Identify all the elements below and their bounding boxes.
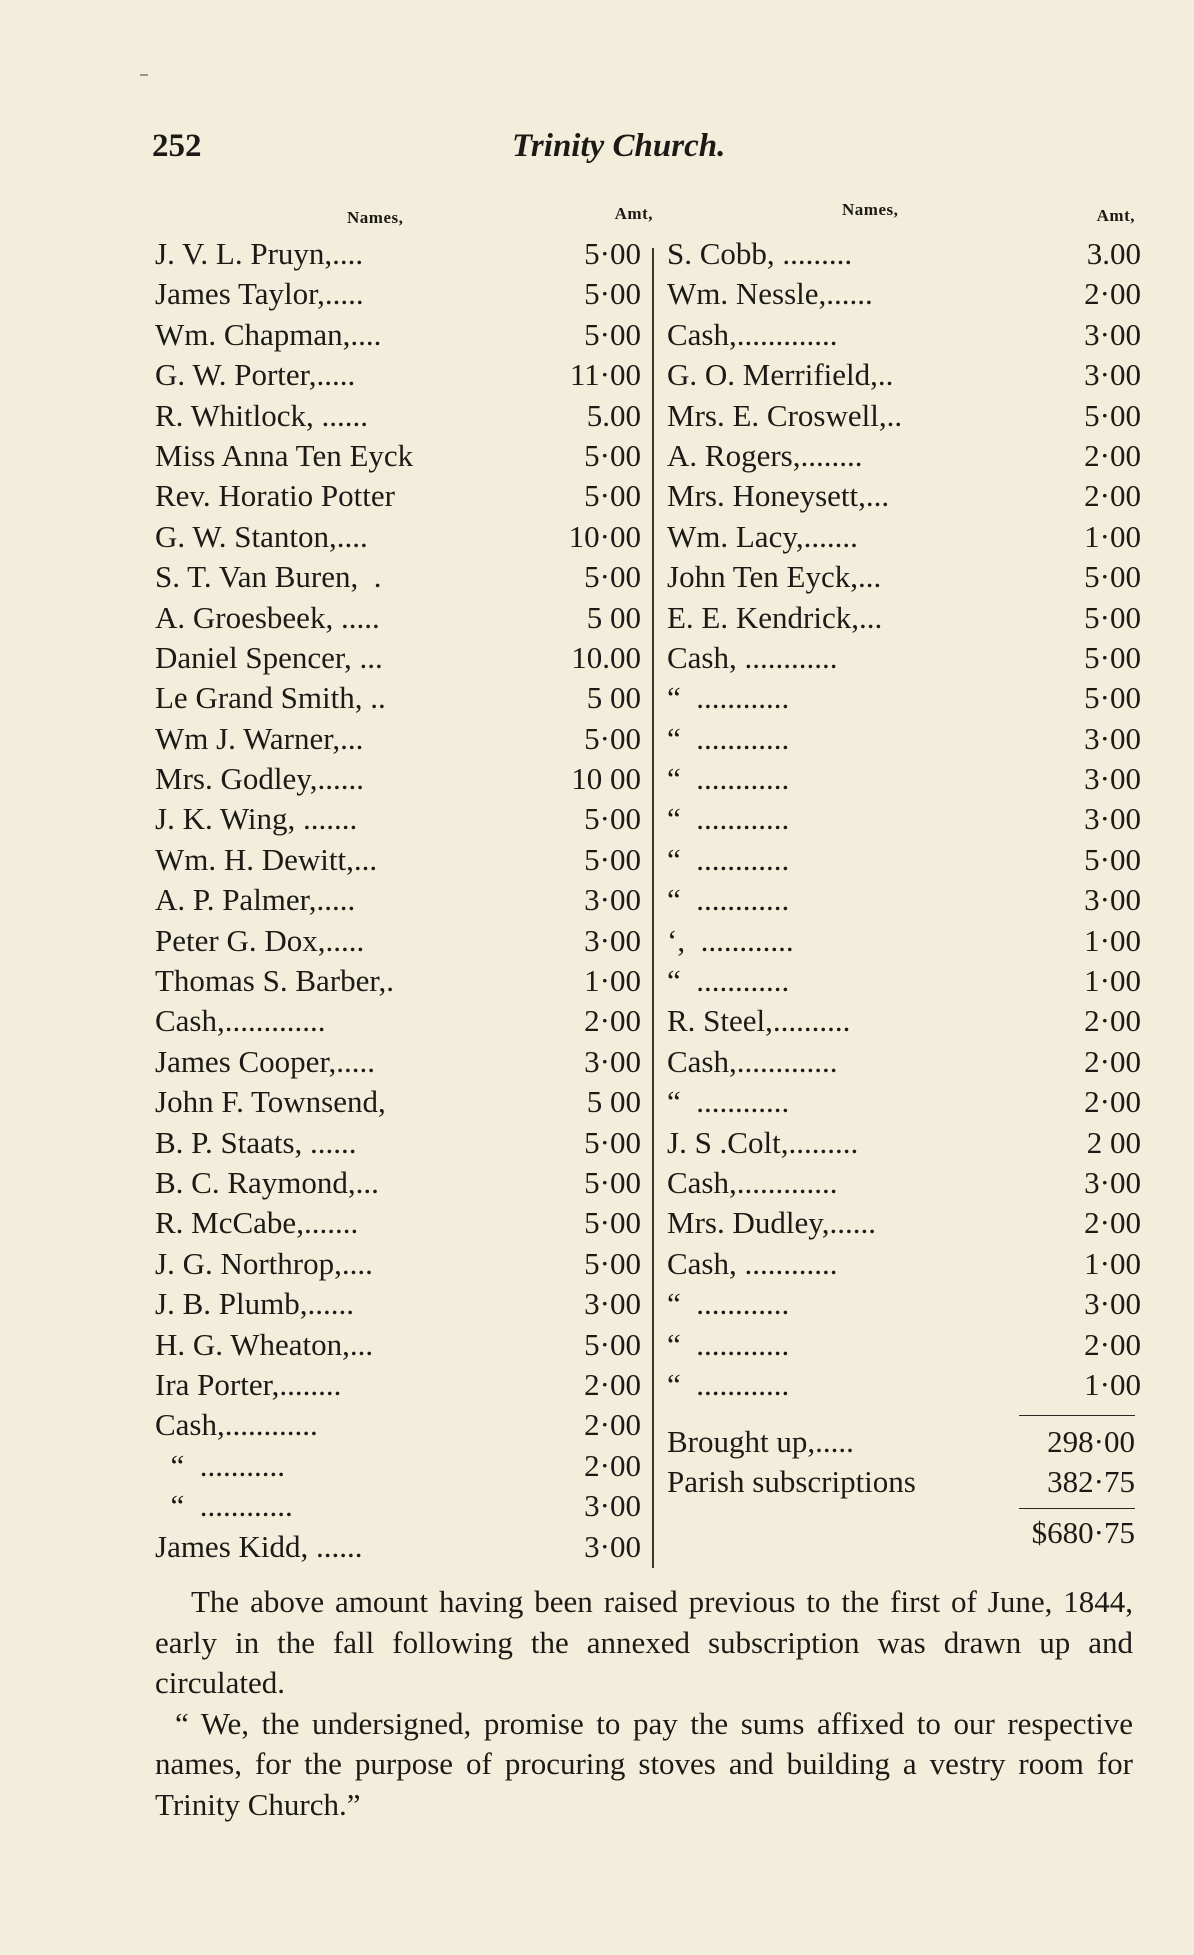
subscription-amount: 1·00 (1084, 518, 1141, 554)
parish-subscriptions-row (667, 1464, 1141, 1504)
subscription-row (155, 357, 641, 397)
subscription-amount: 3·00 (1084, 801, 1141, 837)
subscription-amount: 5·00 (1084, 841, 1141, 877)
subscriber-name: J. B. Plumb,...... (155, 1286, 354, 1322)
subscription-row (155, 236, 641, 276)
subscription-row (155, 1488, 641, 1528)
subscription-amount: 3·00 (584, 882, 641, 918)
subscription-row (155, 1003, 641, 1043)
subscription-row (667, 801, 1141, 841)
subscriber-name: Cash, ............ (667, 639, 838, 675)
brought-up-label: Brought up,..... (667, 1424, 854, 1460)
brought-up-amount: 298·00 (1047, 1424, 1135, 1460)
names-header: Names, (842, 200, 899, 219)
subscription-row (667, 1044, 1141, 1084)
subscription-row (667, 317, 1141, 357)
subscription-row (155, 438, 641, 478)
subscriber-name: Peter G. Dox,..... (155, 922, 365, 958)
subscription-row (155, 1246, 641, 1286)
subscriber-name: “ ............ (667, 1366, 790, 1402)
subscription-amount: 3·00 (1084, 316, 1141, 352)
subscription-row (155, 923, 641, 963)
total-rule (1019, 1508, 1135, 1509)
subscription-amount: 1·00 (584, 963, 641, 999)
subscription-amount: 3·00 (1084, 1286, 1141, 1322)
subscriber-name: Wm. Lacy,....... (667, 518, 858, 554)
left-column-header (155, 200, 653, 236)
paragraph-subscription-note: The above amount having been raised previous to the first of June, 1844, early in the fall following the annexed subscription was drawn up and circulated. (155, 1584, 1133, 1700)
subscriber-name: “ ............ (155, 1488, 293, 1524)
subscriber-name: G. O. Merrifield,.. (667, 357, 894, 393)
column-divider (652, 248, 654, 1568)
subscriber-name: S. Cobb, ......... (667, 236, 853, 271)
subscription-row (667, 882, 1141, 922)
subscription-amount: 2·00 (1084, 1084, 1141, 1120)
subscriber-name: Le Grand Smith, .. (155, 680, 386, 716)
grand-total-row (667, 1515, 1141, 1555)
page-header (152, 128, 1134, 178)
subscription-amount: 2·00 (584, 1407, 641, 1443)
subscription-amount: 1·00 (1084, 963, 1141, 999)
subscriber-name: Mrs. Dudley,...... (667, 1205, 876, 1241)
subscriber-name: “ ........... (155, 1447, 286, 1483)
subscriber-name: Mrs. Honeysett,... (667, 478, 890, 514)
subscription-amount: 2·00 (1084, 1003, 1141, 1039)
subscription-amount: 5·00 (584, 720, 641, 756)
subscription-amount: 5·00 (584, 1164, 641, 1200)
subscription-amount: 3·00 (1084, 1164, 1141, 1200)
subscription-amount: 3·00 (1084, 357, 1141, 393)
subscription-amount: 5·00 (584, 1124, 641, 1160)
subscriber-name: A. Rogers,........ (667, 437, 863, 473)
subscription-row (667, 721, 1141, 761)
subscription-row (155, 317, 641, 357)
subscription-row (667, 438, 1141, 478)
subscription-amount: 3·00 (1084, 720, 1141, 756)
sum-rule (1019, 1415, 1135, 1416)
subscription-row (667, 1286, 1141, 1326)
subscription-row (155, 1407, 641, 1447)
subscription-row (155, 842, 641, 882)
body-text (155, 1582, 1133, 1825)
subscription-amount: 5·00 (1084, 639, 1141, 675)
subscriber-name: Ira Porter,........ (155, 1366, 342, 1402)
subscriber-name: J. S .Colt,......... (667, 1124, 859, 1160)
subscription-amount: 3·00 (584, 1488, 641, 1524)
subscription-amount: 11·00 (569, 357, 641, 393)
subscription-row (155, 801, 641, 841)
subscriber-name: Cash,............. (155, 1003, 326, 1039)
subscription-row (155, 1286, 641, 1326)
subscription-row (155, 398, 641, 438)
subscription-amount: 5·00 (1084, 680, 1141, 716)
subscription-row (155, 1044, 641, 1084)
subscriber-name: John Ten Eyck,... (667, 559, 882, 595)
subscriber-name: Mrs. Godley,...... (155, 761, 364, 797)
subscription-amount: 5·00 (584, 1245, 641, 1281)
subscription-row (667, 923, 1141, 963)
subscription-amount: 2·00 (584, 1447, 641, 1483)
subscription-row (667, 398, 1141, 438)
subscriber-name: ‘, ............ (667, 922, 794, 958)
subscriber-name: “ ............ (667, 680, 790, 716)
left-rows (155, 236, 641, 1569)
subscriber-name: Rev. Horatio Potter (155, 478, 395, 514)
subscription-row (155, 1084, 641, 1124)
names-header: Names, (347, 208, 404, 227)
subscription-amount: 5.00 (586, 397, 641, 433)
subscriber-name: “ ............ (667, 963, 790, 999)
subscriber-name: Cash,............. (667, 316, 838, 352)
subscription-row (155, 1125, 641, 1165)
subscriber-name: J. K. Wing, ....... (155, 801, 358, 837)
subscription-amount: 3·00 (584, 922, 641, 958)
subscription-amount: 1·00 (1084, 1366, 1141, 1402)
right-subscription-column (667, 200, 1141, 1555)
subscriber-name: “ ............ (667, 1326, 790, 1362)
subscription-amount: 2·00 (1084, 276, 1141, 312)
subscription-row (667, 1003, 1141, 1043)
subscription-row (667, 357, 1141, 397)
subscription-row (155, 882, 641, 922)
subscriber-name: Wm. Nessle,...... (667, 276, 873, 312)
subscription-amount: 3·00 (584, 1528, 641, 1564)
subscription-amount: 10·00 (568, 518, 641, 554)
subscriber-name: “ ............ (667, 841, 790, 877)
subscription-row (155, 276, 641, 316)
subscriber-name: “ ............ (667, 882, 790, 918)
margin-mark (140, 74, 148, 76)
subscription-amount: 3·00 (584, 1043, 641, 1079)
subscriber-name: S. T. Van Buren, . (155, 559, 382, 595)
subscription-amount: 2·00 (1084, 1043, 1141, 1079)
subscriber-name: “ ............ (667, 761, 790, 797)
subscriber-name: John F. Townsend, (155, 1084, 386, 1120)
subscriber-name: James Taylor,..... (155, 276, 364, 312)
amount-header: Amt, (614, 204, 653, 223)
subscription-amount: 5 00 (586, 680, 641, 716)
subscription-row (667, 1327, 1141, 1367)
subscription-row (155, 1327, 641, 1367)
subscription-amount: 2·00 (1084, 1326, 1141, 1362)
subscription-amount: 1·00 (1084, 922, 1141, 958)
subscription-row (667, 1165, 1141, 1205)
amount-header: Amt, (1096, 206, 1135, 225)
subscription-amount: 2·00 (1084, 478, 1141, 514)
subscriber-name: James Kidd, ...... (155, 1528, 363, 1564)
subscription-row (155, 721, 641, 761)
subscription-amount: 10 00 (571, 761, 641, 797)
subscription-amount: 3·00 (1084, 761, 1141, 797)
subscription-row (667, 236, 1141, 276)
subscription-row (155, 640, 641, 680)
parish-subscriptions-amount: 382·75 (1047, 1464, 1135, 1500)
subscription-amount: 5·00 (1084, 397, 1141, 433)
subscriber-name: Cash,............. (667, 1043, 838, 1079)
left-subscription-column (155, 200, 653, 1569)
subscription-row (155, 963, 641, 1003)
right-rows (667, 236, 1141, 1407)
subscription-amount: 2·00 (584, 1366, 641, 1402)
subscription-amount: 5·00 (584, 316, 641, 352)
subscriber-name: B. P. Staats, ...... (155, 1124, 357, 1160)
subscription-amount: 2·00 (584, 1003, 641, 1039)
subscription-amount: 2·00 (1084, 1205, 1141, 1241)
subscription-row (155, 1205, 641, 1245)
subscriber-name: J. V. L. Pruyn,.... (155, 236, 364, 271)
page-number: 252 (152, 128, 202, 164)
subscription-row (667, 963, 1141, 1003)
subscription-amount: 5·00 (1084, 599, 1141, 635)
subscription-row (667, 1367, 1141, 1407)
subscriber-name: Wm. Chapman,.... (155, 316, 382, 352)
subscriber-name: J. G. Northrop,.... (155, 1245, 373, 1281)
subscription-amount: 5·00 (584, 1205, 641, 1241)
subscription-row (667, 842, 1141, 882)
subscriber-name: B. C. Raymond,... (155, 1164, 379, 1200)
subscription-amount: 2·00 (1084, 437, 1141, 473)
subscriber-name: “ ............ (667, 1084, 790, 1120)
subscription-amount: 2 00 (1086, 1124, 1141, 1160)
subscriber-name: R. McCabe,....... (155, 1205, 359, 1241)
subscription-row (155, 519, 641, 559)
subscription-amount: 5 00 (586, 599, 641, 635)
subscription-amount: 5·00 (584, 437, 641, 473)
subscription-row (155, 761, 641, 801)
subscriber-name: James Cooper,..... (155, 1043, 376, 1079)
subscriber-name: Wm. H. Dewitt,... (155, 841, 378, 877)
parish-subscriptions-label: Parish subscriptions (667, 1464, 916, 1500)
subscription-row (155, 1529, 641, 1569)
subscription-amount: 5·00 (584, 276, 641, 312)
subscription-row (155, 680, 641, 720)
subscriber-name: A. Groesbeek, ..... (155, 599, 380, 635)
subscription-row (667, 559, 1141, 599)
brought-up-row (667, 1424, 1141, 1464)
subscription-row (667, 761, 1141, 801)
subscription-row (667, 1125, 1141, 1165)
subscription-row (667, 519, 1141, 559)
subscriber-name: “ ............ (667, 1286, 790, 1322)
subscriber-name: E. E. Kendrick,... (667, 599, 883, 635)
subscriber-name: G. W. Stanton,.... (155, 518, 368, 554)
grand-total: $680·75 (1031, 1515, 1135, 1551)
subscriber-name: Cash,............. (667, 1164, 838, 1200)
subscription-amount: 1·00 (1084, 1245, 1141, 1281)
subscription-amount: 3·00 (1084, 882, 1141, 918)
subscription-row (667, 640, 1141, 680)
subscriber-name: R. Whitlock, ...... (155, 397, 368, 433)
subscription-row (667, 478, 1141, 518)
subscriber-name: Wm J. Warner,... (155, 720, 364, 756)
subscriber-name: “ ............ (667, 720, 790, 756)
subscription-row (667, 276, 1141, 316)
subscription-row (155, 559, 641, 599)
subscription-amount: 5·00 (584, 841, 641, 877)
subscriber-name: Thomas S. Barber,. (155, 963, 394, 999)
subscriber-name: Daniel Spencer, ... (155, 639, 383, 675)
subscription-row (155, 1165, 641, 1205)
subscription-row (155, 478, 641, 518)
paragraph-pledge-quote: “ We, the undersigned, promise to pay the sums affixed to our respective names, for the purpose of procuring stoves and building a vestry room for Trinity Church.” (155, 1705, 1133, 1822)
subscription-row (667, 1205, 1141, 1245)
subscription-amount: 5·00 (584, 801, 641, 837)
subscriber-name: “ ............ (667, 801, 790, 837)
running-title: Trinity Church. (512, 128, 726, 164)
right-column-header (667, 200, 1141, 236)
subscription-amount: 3·00 (584, 1286, 641, 1322)
subscription-row (667, 600, 1141, 640)
subscriber-name: Cash,............ (155, 1407, 318, 1443)
subscriber-name: A. P. Palmer,..... (155, 882, 356, 918)
subscription-row (667, 1246, 1141, 1286)
subscription-amount: 3.00 (1086, 236, 1141, 271)
subscription-amount: 5·00 (584, 478, 641, 514)
subscription-row (667, 1084, 1141, 1124)
subscriber-name: G. W. Porter,..... (155, 357, 356, 393)
subscriber-name: Miss Anna Ten Eyck (155, 437, 414, 473)
subscription-amount: 5·00 (584, 236, 641, 271)
subscription-amount: 5 00 (586, 1084, 641, 1120)
subscription-amount: 10.00 (571, 639, 641, 675)
subscription-amount: 5·00 (584, 559, 641, 595)
subscription-row (155, 1448, 641, 1488)
subscriber-name: Mrs. E. Croswell,.. (667, 397, 903, 433)
subscription-amount: 5·00 (1084, 559, 1141, 595)
subscription-amount: 5·00 (584, 1326, 641, 1362)
subscriber-name: R. Steel,.......... (667, 1003, 851, 1039)
subscriber-name: H. G. Wheaton,... (155, 1326, 374, 1362)
subscription-row (667, 680, 1141, 720)
subscriber-name: Cash, ............ (667, 1245, 838, 1281)
subscription-row (155, 1367, 641, 1407)
subscription-row (155, 600, 641, 640)
